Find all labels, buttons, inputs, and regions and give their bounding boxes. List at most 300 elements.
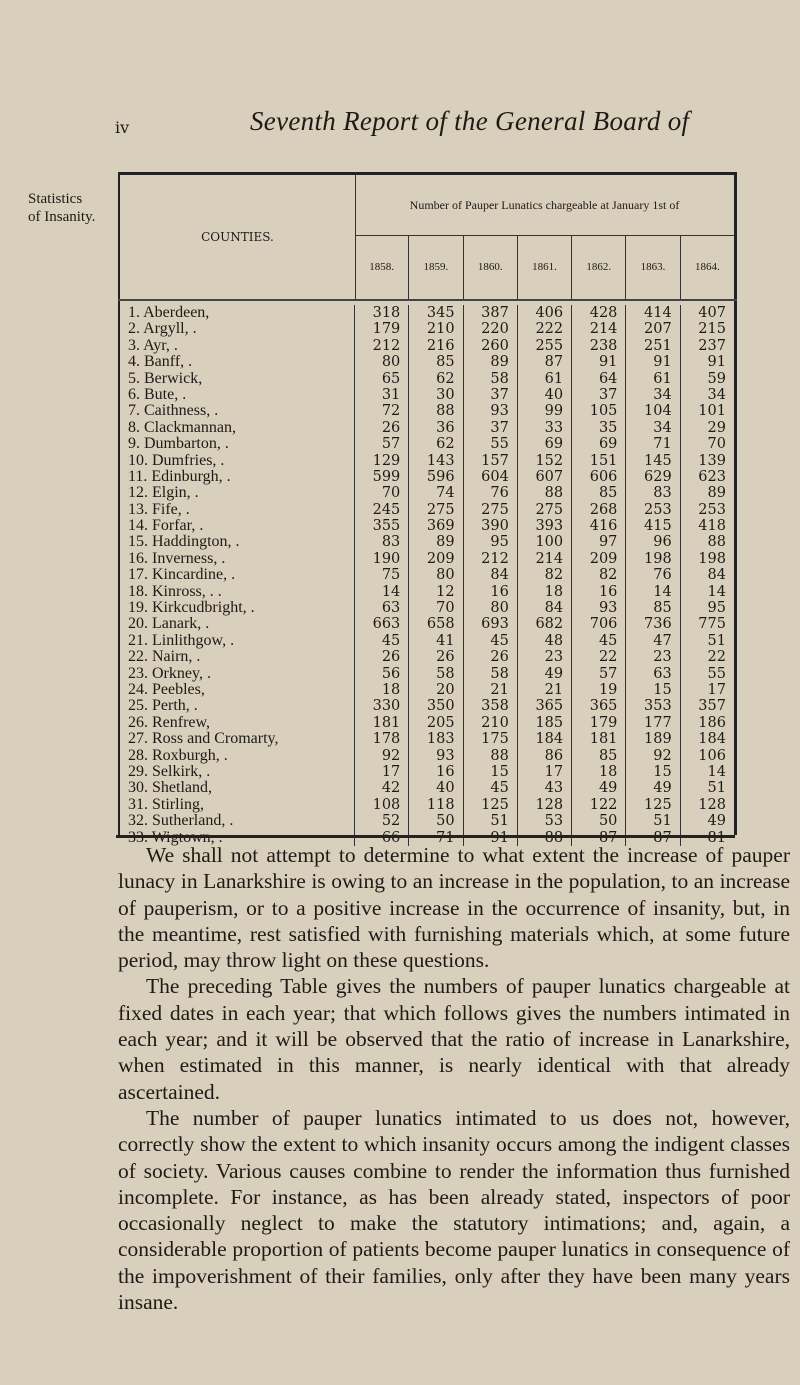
count-cell: 34 (626, 387, 680, 403)
table-row (120, 502, 734, 518)
county-name: 31. Stirling, (120, 797, 355, 813)
table-row (120, 354, 734, 370)
table-row (120, 305, 734, 321)
count-cell: 45 (572, 633, 626, 649)
count-cell: 58 (409, 666, 463, 682)
count-cell: 387 (464, 305, 518, 321)
count-cell: 253 (698, 501, 726, 518)
county-name: 5. Berwick, (120, 371, 355, 387)
count-cell: 55 (464, 436, 518, 452)
count-cell: 66 (355, 830, 409, 846)
count-cell: 80 (355, 354, 409, 370)
count-cell: 190 (355, 551, 409, 567)
count-cell: 70 (355, 485, 409, 501)
count-cell: 350 (409, 698, 463, 714)
count-cell: 82 (572, 567, 626, 583)
count-cell: 84 (707, 567, 726, 584)
count-cell: 65 (355, 371, 409, 387)
count-cell: 275 (409, 502, 463, 518)
count-cell: 128 (518, 797, 572, 813)
county-name: 1. Aberdeen, (120, 305, 355, 321)
count-cell: 682 (518, 616, 572, 632)
county-name: 4. Banff, . (120, 354, 355, 370)
county-name: 10. Dumfries, . (120, 453, 355, 469)
count-cell: 407 (698, 305, 726, 321)
count-cell: 81 (707, 829, 726, 846)
county-name: 18. Kinross, . . (120, 584, 355, 600)
year-header: 1864. (694, 261, 720, 273)
count-cell: 607 (518, 469, 572, 485)
count-cell: 418 (698, 518, 726, 535)
table-row (120, 748, 734, 764)
count-cell: 207 (626, 321, 680, 337)
count-cell: 55 (707, 665, 726, 682)
year-header: 1859. (409, 235, 463, 299)
count-cell: 178 (355, 731, 409, 747)
count-cell: 51 (626, 813, 680, 829)
count-cell: 209 (409, 551, 463, 567)
count-cell: 125 (464, 797, 518, 813)
count-cell: 255 (518, 338, 572, 354)
year-header: 1858. (355, 235, 409, 299)
count-cell: 775 (698, 616, 726, 633)
table-row (120, 436, 734, 452)
count-cell: 604 (464, 469, 518, 485)
count-cell: 83 (626, 485, 680, 501)
count-cell: 175 (464, 731, 518, 747)
count-cell: 181 (572, 731, 626, 747)
count-cell: 275 (518, 502, 572, 518)
county-name: 11. Edinburgh, . (120, 469, 355, 485)
table-row (120, 764, 734, 780)
count-cell: 96 (626, 534, 680, 550)
table-row (120, 813, 734, 829)
count-cell: 52 (355, 813, 409, 829)
county-name: 33. Wigtown, . (120, 830, 355, 846)
count-cell: 89 (707, 485, 726, 502)
count-cell: 87 (572, 830, 626, 846)
count-cell: 365 (518, 698, 572, 714)
county-name: 25. Perth, . (120, 698, 355, 714)
count-cell: 49 (707, 813, 726, 830)
count-cell: 122 (572, 797, 626, 813)
count-cell: 275 (464, 502, 518, 518)
paragraph: The preceding Table gives the numbers of pauper lunatics chargeable at fixed dates in each year; that which follows gives the numbers intimated in each year; and it will be observed that the ratio of increase in Lanarkshire, when estimated in this manner, is nearly identical with that already ascertained. (118, 974, 790, 1104)
count-cell: 48 (518, 633, 572, 649)
count-cell: 58 (464, 371, 518, 387)
table-row (120, 453, 734, 469)
count-cell: 37 (572, 387, 626, 403)
table-row (120, 387, 734, 403)
count-cell: 151 (572, 453, 626, 469)
count-cell: 17 (707, 681, 726, 698)
count-cell: 88 (707, 534, 726, 551)
count-cell: 606 (572, 469, 626, 485)
count-cell: 216 (409, 338, 463, 354)
count-cell: 198 (698, 550, 726, 567)
count-cell: 45 (464, 780, 518, 796)
count-cell: 85 (572, 485, 626, 501)
count-cell: 15 (626, 682, 680, 698)
count-cell: 17 (355, 764, 409, 780)
count-cell: 245 (355, 502, 409, 518)
count-cell: 14 (707, 583, 726, 600)
count-cell: 31 (355, 387, 409, 403)
table-row (120, 731, 734, 747)
count-cell: 83 (355, 534, 409, 550)
count-cell: 82 (518, 567, 572, 583)
margin-note-line: of Insanity. (28, 209, 96, 225)
count-cell: 15 (464, 764, 518, 780)
count-cell: 50 (409, 813, 463, 829)
year-header: 1860. (464, 235, 518, 299)
count-cell: 34 (707, 386, 726, 403)
count-cell: 104 (626, 403, 680, 419)
table-row (120, 485, 734, 501)
count-cell: 108 (355, 797, 409, 813)
count-cell: 268 (572, 502, 626, 518)
count-cell: 186 (698, 714, 726, 731)
count-cell: 45 (355, 633, 409, 649)
count-cell: 210 (464, 715, 518, 731)
count-cell: 61 (626, 371, 680, 387)
count-cell: 58 (464, 666, 518, 682)
count-cell: 623 (698, 468, 726, 485)
count-cell: 62 (409, 436, 463, 452)
count-cell: 101 (698, 403, 726, 420)
count-cell: 97 (572, 534, 626, 550)
count-cell: 100 (518, 534, 572, 550)
county-name: 29. Selkirk, . (120, 764, 355, 780)
count-cell: 42 (355, 780, 409, 796)
count-cell: 64 (572, 371, 626, 387)
table-row (120, 698, 734, 714)
count-cell: 91 (626, 354, 680, 370)
count-cell: 393 (518, 518, 572, 534)
county-name: 23. Orkney, . (120, 666, 355, 682)
count-cell: 129 (355, 453, 409, 469)
count-cell: 318 (355, 305, 409, 321)
margin-note (28, 190, 95, 226)
count-cell: 353 (626, 698, 680, 714)
count-cell: 80 (464, 600, 518, 616)
count-cell: 37 (464, 387, 518, 403)
count-cell: 210 (409, 321, 463, 337)
count-cell: 57 (572, 666, 626, 682)
count-cell: 179 (572, 715, 626, 731)
count-cell: 21 (464, 682, 518, 698)
count-cell: 89 (409, 534, 463, 550)
count-cell: 222 (518, 321, 572, 337)
count-cell: 70 (409, 600, 463, 616)
count-cell: 251 (626, 338, 680, 354)
counties-header: COUNTIES. (120, 175, 356, 299)
count-cell: 428 (572, 305, 626, 321)
count-cell: 63 (355, 600, 409, 616)
county-name: 6. Bute, . (120, 387, 355, 403)
count-cell: 184 (518, 731, 572, 747)
count-cell: 51 (464, 813, 518, 829)
count-cell: 33 (518, 420, 572, 436)
count-cell: 71 (409, 830, 463, 846)
count-cell: 18 (355, 682, 409, 698)
table-row (120, 371, 734, 387)
count-cell: 143 (409, 453, 463, 469)
count-cell: 106 (698, 747, 726, 764)
count-cell: 88 (464, 748, 518, 764)
county-name: 22. Nairn, . (120, 649, 355, 665)
count-cell: 95 (464, 534, 518, 550)
count-cell: 736 (626, 616, 680, 632)
county-name: 7. Caithness, . (120, 403, 355, 419)
count-cell: 238 (572, 338, 626, 354)
count-cell: 49 (626, 780, 680, 796)
table-row (120, 682, 734, 698)
count-cell: 43 (518, 780, 572, 796)
count-cell: 214 (572, 321, 626, 337)
table-row (120, 321, 734, 337)
count-cell: 45 (464, 633, 518, 649)
count-cell: 105 (572, 403, 626, 419)
count-cell: 91 (464, 830, 518, 846)
count-cell: 152 (518, 453, 572, 469)
count-cell: 51 (707, 632, 726, 649)
table-row (120, 420, 734, 436)
county-name: 16. Inverness, . (120, 551, 355, 567)
count-cell: 35 (572, 420, 626, 436)
count-cell: 345 (409, 305, 463, 321)
count-cell: 212 (355, 338, 409, 354)
count-cell: 12 (409, 584, 463, 600)
count-cell: 16 (409, 764, 463, 780)
count-cell: 663 (355, 616, 409, 632)
count-cell: 89 (464, 354, 518, 370)
count-cell: 95 (707, 600, 726, 617)
count-cell: 406 (518, 305, 572, 321)
running-title: Seventh Report of the General Board of (250, 106, 690, 136)
pauper-lunatics-table (118, 172, 737, 846)
count-cell: 14 (355, 584, 409, 600)
margin-note-line: Statistics (28, 191, 83, 207)
count-cell: 22 (707, 649, 726, 666)
count-cell: 62 (409, 371, 463, 387)
county-name: 9. Dumbarton, . (120, 436, 355, 452)
count-cell: 86 (518, 748, 572, 764)
count-cell: 177 (626, 715, 680, 731)
county-name: 32. Sutherland, . (120, 813, 355, 829)
count-cell: 75 (355, 567, 409, 583)
county-name: 13. Fife, . (120, 502, 355, 518)
count-cell: 139 (698, 452, 726, 469)
count-cell: 23 (518, 649, 572, 665)
count-cell: 706 (572, 616, 626, 632)
count-cell: 87 (518, 354, 572, 370)
count-cell: 91 (707, 354, 726, 371)
paragraph: We shall not attempt to determine to what extent the increase of pauper lunacy in Lanarkshire is owing to an increase in the population, to an increase of pauperism, or to a positive increase in the occurrence of insanity, but, in the meantime, rest satisfied with furnishing materials which, at some future period, may throw light on these questions. (118, 843, 790, 973)
count-cell: 88 (409, 403, 463, 419)
paragraph: The number of pauper lunatics intimated to us does not, however, correctly show the extent to which insanity occurs among the indigent classes of society. Various causes combine to render the information thus furnished incomplete. For instance, as has been already stated, inspectors of poor occasionally neglect to make the statutory intimations; and, again, a considerable proportion of patients become pauper lunatics in consequence of the impoverishment of their families, only after they have been many years insane. (118, 1105, 790, 1315)
count-cell: 80 (409, 567, 463, 583)
count-cell: 237 (698, 337, 726, 354)
count-cell: 185 (518, 715, 572, 731)
count-cell: 63 (626, 666, 680, 682)
count-cell: 215 (698, 321, 726, 338)
count-cell: 18 (518, 584, 572, 600)
count-cell: 70 (707, 436, 726, 453)
count-cell: 85 (626, 600, 680, 616)
count-cell: 416 (572, 518, 626, 534)
count-cell: 14 (626, 584, 680, 600)
count-cell: 71 (626, 436, 680, 452)
count-cell: 26 (409, 649, 463, 665)
count-cell: 49 (518, 666, 572, 682)
count-cell: 26 (355, 649, 409, 665)
count-cell: 212 (464, 551, 518, 567)
count-cell: 49 (572, 780, 626, 796)
count-cell: 629 (626, 469, 680, 485)
count-cell: 369 (409, 518, 463, 534)
count-cell: 20 (409, 682, 463, 698)
count-cell: 30 (409, 387, 463, 403)
count-cell: 14 (707, 763, 726, 780)
count-cell: 59 (707, 370, 726, 387)
count-cell: 599 (355, 469, 409, 485)
count-cell: 596 (409, 469, 463, 485)
count-cell: 41 (409, 633, 463, 649)
count-cell: 390 (464, 518, 518, 534)
count-cell: 179 (355, 321, 409, 337)
county-name: 12. Elgin, . (120, 485, 355, 501)
numbers-header: Number of Pauper Lunatics chargeable at January 1st of (355, 175, 734, 236)
county-name: 27. Ross and Cromarty, (120, 731, 355, 747)
count-cell: 118 (409, 797, 463, 813)
county-name: 24. Peebles, (120, 682, 355, 698)
count-cell: 209 (572, 551, 626, 567)
table-row (120, 616, 734, 632)
count-cell: 15 (626, 764, 680, 780)
count-cell: 365 (572, 698, 626, 714)
count-cell: 36 (409, 420, 463, 436)
count-cell: 26 (355, 420, 409, 436)
count-cell: 93 (464, 403, 518, 419)
count-cell: 47 (626, 633, 680, 649)
count-cell: 88 (518, 830, 572, 846)
count-cell: 72 (355, 403, 409, 419)
count-cell: 693 (464, 616, 518, 632)
table-row (120, 666, 734, 682)
count-cell: 415 (626, 518, 680, 534)
count-cell: 61 (518, 371, 572, 387)
count-cell: 183 (409, 731, 463, 747)
count-cell: 69 (572, 436, 626, 452)
count-cell: 145 (626, 453, 680, 469)
count-cell: 53 (518, 813, 572, 829)
county-name: 20. Lanark, . (120, 616, 355, 632)
count-cell: 357 (698, 698, 726, 715)
table-row (120, 600, 734, 616)
count-cell: 40 (518, 387, 572, 403)
count-cell: 92 (355, 748, 409, 764)
count-cell: 93 (572, 600, 626, 616)
count-cell: 99 (518, 403, 572, 419)
header-rule (118, 299, 737, 301)
count-cell: 189 (626, 731, 680, 747)
page-number: iv (115, 118, 130, 137)
table-row (120, 780, 734, 796)
county-name: 8. Clackmannan, (120, 420, 355, 436)
count-cell: 220 (464, 321, 518, 337)
count-cell: 16 (464, 584, 518, 600)
count-cell: 184 (698, 731, 726, 748)
count-cell: 91 (572, 354, 626, 370)
count-cell: 51 (707, 780, 726, 797)
table-row (120, 649, 734, 665)
count-cell: 658 (409, 616, 463, 632)
count-cell: 16 (572, 584, 626, 600)
count-cell: 56 (355, 666, 409, 682)
count-cell: 87 (626, 830, 680, 846)
table-row (120, 338, 734, 354)
table-row (120, 633, 734, 649)
table-row (120, 797, 734, 813)
count-cell: 40 (409, 780, 463, 796)
count-cell: 85 (572, 748, 626, 764)
count-cell: 253 (626, 502, 680, 518)
count-cell: 414 (626, 305, 680, 321)
count-cell: 23 (626, 649, 680, 665)
count-cell: 88 (518, 485, 572, 501)
table-row (120, 715, 734, 731)
count-cell: 84 (464, 567, 518, 583)
county-name: 15. Haddington, . (120, 534, 355, 550)
count-cell: 181 (355, 715, 409, 731)
table-row (120, 584, 734, 600)
count-cell: 18 (572, 764, 626, 780)
count-cell: 260 (464, 338, 518, 354)
count-cell: 93 (409, 748, 463, 764)
count-cell: 330 (355, 698, 409, 714)
table-row (120, 403, 734, 419)
count-cell: 69 (518, 436, 572, 452)
table-row (120, 551, 734, 567)
count-cell: 29 (707, 419, 726, 436)
count-cell: 76 (464, 485, 518, 501)
county-name: 3. Ayr, . (120, 338, 355, 354)
table-body (120, 305, 734, 846)
year-header-row (355, 235, 734, 299)
count-cell: 205 (409, 715, 463, 731)
county-name: 26. Renfrew, (120, 715, 355, 731)
county-name: 17. Kincardine, . (120, 567, 355, 583)
table-row (120, 534, 734, 550)
count-cell: 19 (572, 682, 626, 698)
county-name: 21. Linlithgow, . (120, 633, 355, 649)
count-cell: 34 (626, 420, 680, 436)
count-cell: 50 (572, 813, 626, 829)
county-name: 14. Forfar, . (120, 518, 355, 534)
count-cell: 128 (698, 796, 726, 813)
county-name: 19. Kirkcudbright, . (120, 600, 355, 616)
year-header: 1863. (626, 235, 680, 299)
county-name: 28. Roxburgh, . (120, 748, 355, 764)
count-cell: 21 (518, 682, 572, 698)
count-cell: 84 (518, 600, 572, 616)
count-cell: 26 (464, 649, 518, 665)
table-bottom-rule (116, 835, 735, 838)
count-cell: 37 (464, 420, 518, 436)
table-row (120, 518, 734, 534)
county-name: 2. Argyll, . (120, 321, 355, 337)
